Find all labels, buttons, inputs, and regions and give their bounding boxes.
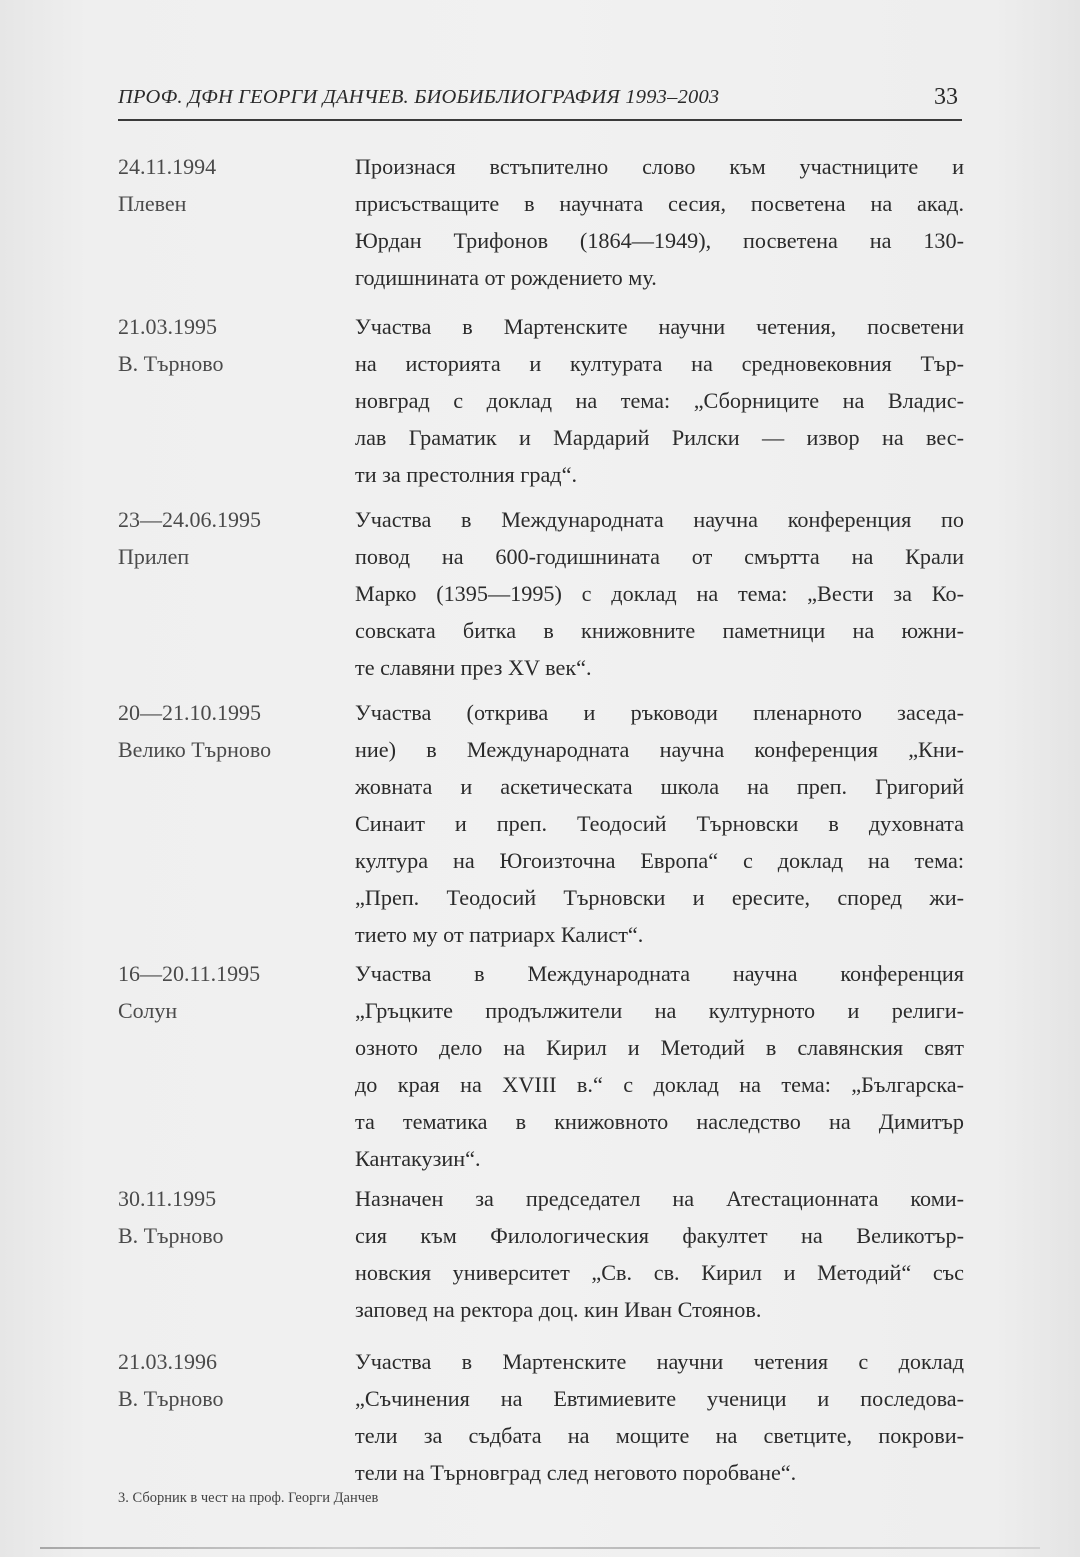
entry-line: та тематика в книжовното наследство на Димитър — [355, 1109, 964, 1134]
entry-place: В. Търново — [118, 351, 224, 376]
entry-meta — [118, 694, 343, 768]
entry-line: Синаит и преп. Теодосий Търновски в духовната — [355, 811, 964, 836]
entry-line: Участва (открива и ръководи пленарното заседа- — [355, 700, 964, 725]
bottom-edge-rule — [40, 1547, 1040, 1549]
entry-line: на историята и културата на средновековния Тър- — [355, 351, 964, 376]
entry-line: Участва в Мартенските научни четения, посветени — [355, 314, 964, 339]
entry-text — [355, 308, 964, 493]
entry-meta — [118, 955, 343, 1029]
entry-line: лав Граматик и Мардарий Рилски — извор на вес- — [355, 425, 964, 450]
entry-text — [355, 955, 964, 1177]
entry-line: сия към Филологическия факултет на Великотър- — [355, 1223, 964, 1248]
entry-line: Произнася встъпително слово към участниците и — [355, 154, 964, 179]
entry-place: Прилеп — [118, 544, 190, 569]
header-rule — [118, 119, 962, 121]
entry-date: 21.03.1996 — [118, 1349, 217, 1374]
footnote: 3. Сборник в чест на проф. Георги Данчев — [118, 1490, 379, 1506]
entry-line: совската битка в книжовните паметници на южни- — [355, 618, 964, 643]
entry-line: присъстващите в научната сесия, посветена на акад. — [355, 191, 964, 216]
entry-text — [355, 1180, 964, 1328]
entry-date: 24.11.1994 — [118, 154, 217, 179]
entry-line: до края на XVIII в.“ с доклад на тема: „Българска- — [355, 1072, 964, 1097]
entry-meta — [118, 1180, 343, 1254]
entry-date: 21.03.1995 — [118, 314, 217, 339]
entry-meta — [118, 148, 343, 222]
entry-line: те славяни през XV век“. — [355, 655, 592, 680]
entry-line: тели на Търновград след неговото поробване“. — [355, 1460, 797, 1485]
entry-line: жовната и аскетическата школа на преп. Григорий — [355, 774, 964, 799]
entry-text — [355, 694, 964, 953]
entry-line: „Гръцките продължители на културното и религи- — [355, 998, 964, 1023]
entry-line: повод на 600-годишнината от смъртта на Крали — [355, 544, 964, 569]
entry-line: Кантакузин“. — [355, 1146, 481, 1171]
entry-line: новград с доклад на тема: „Сборниците на Владис- — [355, 388, 964, 413]
entry-text — [355, 1343, 964, 1491]
entry-place: В. Търново — [118, 1386, 224, 1411]
entry-text — [355, 501, 964, 686]
entry-line: ние) в Международната научна конференция „Кни- — [355, 737, 964, 762]
entry-place: Велико Търново — [118, 737, 272, 762]
entry-place: Солун — [118, 998, 178, 1023]
entry-date: 23—24.06.1995 — [118, 507, 261, 532]
entry-line: Участва в Международната научна конференция по — [355, 507, 964, 532]
entry-line: озното дело на Кирил и Методий в славянския свят — [355, 1035, 964, 1060]
header-title: ПРОФ. ДФН ГЕОРГИ ДАНЧЕВ. БИОБИБЛИОГРАФИЯ 1993–2003 — [118, 86, 720, 108]
entry-date: 20—21.10.1995 — [118, 700, 261, 725]
entry-line: Участва в Мартенските научни четения с доклад — [355, 1349, 964, 1374]
entry-text — [355, 148, 964, 296]
entry-line: заповед на ректора доц. кин Иван Стоянов. — [355, 1297, 762, 1322]
entry-line: Участва в Международната научна конференция — [355, 961, 964, 986]
entry-line: Назначен за председател на Атестационната коми- — [355, 1186, 964, 1211]
entry-line: Марко (1395—1995) с доклад на тема: „Вести за Ко- — [355, 581, 964, 606]
page-number: 33 — [934, 84, 958, 110]
entry-line: култура на Югоизточна Европа“ с доклад на тема: — [355, 848, 964, 873]
running-header — [118, 84, 962, 118]
entry-place: В. Търново — [118, 1223, 224, 1248]
entry-line: Юрдан Трифонов (1864—1949), посветена на 130- — [355, 228, 964, 253]
entry-date: 30.11.1995 — [118, 1186, 217, 1211]
entry-date: 16—20.11.1995 — [118, 961, 261, 986]
entry-line: тели за съдбата на мощите на светците, покрови- — [355, 1423, 964, 1448]
entry-line: новския университет „Св. св. Кирил и Методий“ със — [355, 1260, 964, 1285]
entry-meta — [118, 308, 343, 382]
entry-line: „Преп. Теодосий Търновски и ересите, според жи- — [355, 885, 964, 910]
entry-meta — [118, 501, 343, 575]
entry-meta — [118, 1343, 343, 1417]
entry-place: Плевен — [118, 191, 187, 216]
entry-line: годишнината от рождението му. — [355, 265, 657, 290]
entry-line: ти за престолния град“. — [355, 462, 577, 487]
entry-line: „Съчинения на Евтимиевите ученици и последова- — [355, 1386, 964, 1411]
entry-line: тието му от патриарх Калист“. — [355, 922, 644, 947]
